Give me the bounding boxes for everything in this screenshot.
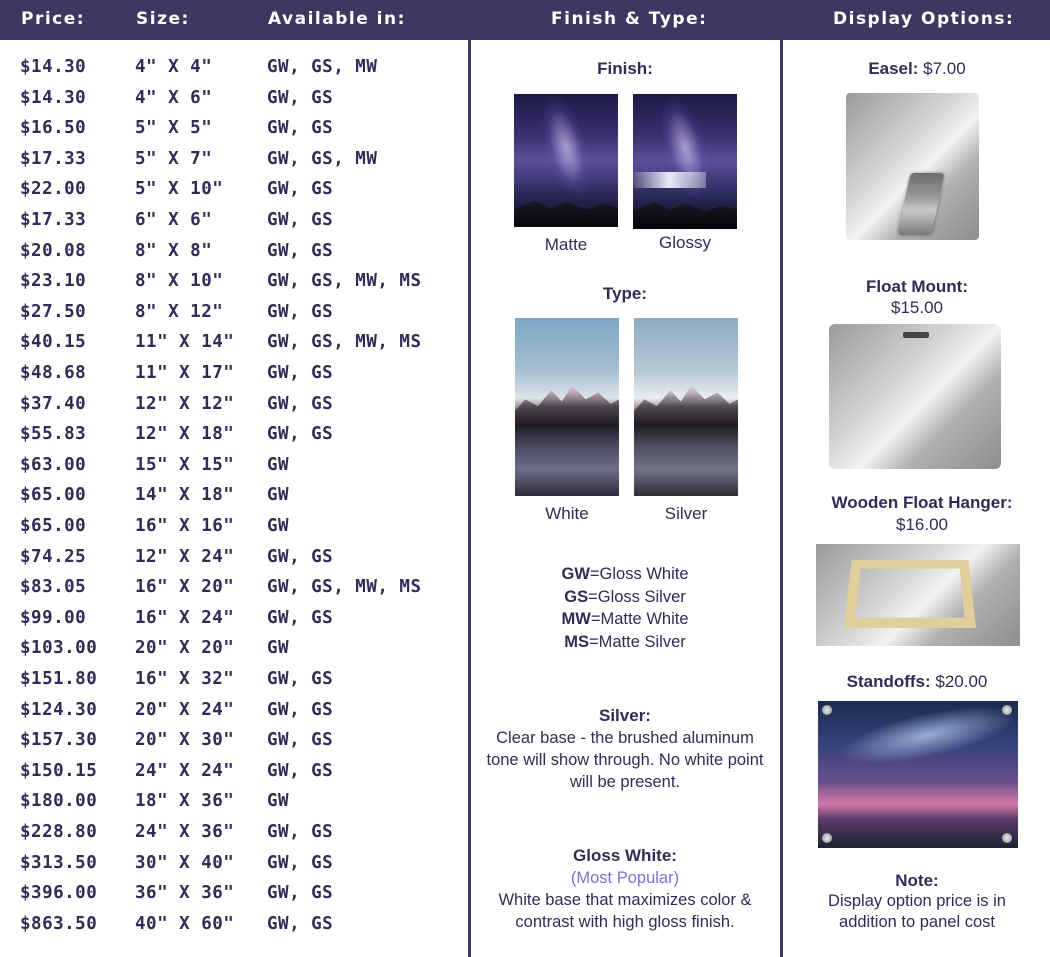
available-cell: GW (267, 485, 290, 506)
price-cell: $63.00 (20, 454, 87, 475)
price-cell: $83.05 (20, 577, 87, 598)
legend-item: GS=Gloss Silver (564, 587, 686, 606)
size-cell: 5" X 5" (135, 118, 213, 139)
size-cell: 24" X 24" (135, 760, 235, 781)
size-cell: 18" X 36" (135, 791, 235, 812)
easel-image (846, 93, 979, 240)
price-cell: $157.30 (20, 730, 98, 751)
size-cell: 24" X 36" (135, 822, 235, 842)
available-cell: GW (267, 791, 290, 812)
size-cell: 8" X 8" (135, 240, 213, 261)
size-cell: 20" X 30" (135, 730, 235, 751)
silver-label: Silver (664, 504, 708, 523)
price-cell: $37.40 (20, 393, 87, 414)
available-cell: GW, GS (267, 822, 334, 842)
size-cell: 4" X 4" (135, 57, 213, 77)
available-cell: GW, GS (267, 87, 334, 108)
size-cell: 36" X 36" (135, 883, 235, 904)
size-cell: 20" X 20" (135, 638, 235, 659)
size-cell: 8" X 10" (135, 271, 224, 292)
finish-heading: Finish: (597, 59, 653, 78)
price-cell: $22.00 (20, 179, 87, 200)
available-cell: GW, GS (267, 852, 334, 873)
legend-item: MS=Matte Silver (564, 632, 686, 651)
size-cell: 12" X 18" (135, 424, 235, 445)
price-cell: $65.00 (20, 485, 87, 506)
note-title: Note: (895, 871, 939, 890)
size-header: Size: (136, 9, 190, 29)
available-cell: GW, GS, MW, MS (267, 271, 422, 292)
standoffs-image (818, 701, 1018, 848)
silver-note-body: Clear base - the brushed aluminum tone will show through. No white point will be present. (486, 729, 764, 791)
available-cell: GW, GS (267, 118, 334, 139)
price-cell: $48.68 (20, 363, 87, 383)
price-cell: $23.10 (20, 271, 87, 292)
glossy-sample-image (633, 94, 737, 229)
price-cell: $103.00 (20, 638, 98, 659)
wooden-float-hanger-image (816, 544, 1020, 646)
size-cell: 5" X 7" (135, 148, 213, 169)
available-cell: GW, GS (267, 883, 334, 904)
price-cell: $228.80 (20, 822, 98, 842)
available-cell: GW (267, 454, 290, 475)
available-cell: GW, GS (267, 913, 334, 934)
size-cell: 16" X 32" (135, 669, 235, 689)
price-cell: $14.30 (20, 87, 87, 108)
available-cell: GW, GS (267, 363, 334, 383)
silver-note-title: Silver: (599, 706, 651, 725)
silver-type-image (634, 318, 738, 496)
price-header: Price: (21, 9, 86, 29)
size-cell: 8" X 12" (135, 301, 224, 322)
most-popular-label: (Most Popular) (570, 869, 680, 887)
size-cell: 16" X 20" (135, 577, 235, 598)
available-cell: GW, GS (267, 760, 334, 781)
price-cell: $17.33 (20, 148, 87, 169)
float-mount-price: $15.00 (891, 298, 943, 317)
matte-sample-image (514, 94, 618, 227)
size-cell: 5" X 10" (135, 179, 224, 200)
glossy-label: Glossy (659, 233, 711, 252)
size-cell: 16" X 24" (135, 607, 235, 628)
available-cell: GW, GS (267, 179, 334, 200)
available-cell: GW (267, 516, 290, 536)
available-cell: GW, GS (267, 210, 334, 230)
price-cell: $99.00 (20, 607, 87, 628)
price-cell: $65.00 (20, 516, 87, 536)
available-cell: GW, GS (267, 240, 334, 261)
column-divider (780, 40, 783, 957)
size-cell: 11" X 17" (135, 363, 235, 383)
price-cell: $40.15 (20, 332, 87, 353)
wooden-float-hanger-label: Wooden Float Hanger: (831, 493, 1013, 512)
available-cell: GW (267, 638, 290, 659)
note-body: Display option price is in addition to panel cost (828, 892, 1006, 931)
matte-label: Matte (544, 235, 588, 254)
finish-type-header: Finish & Type: (551, 9, 708, 29)
gloss-white-title: Gloss White: (573, 846, 677, 865)
price-cell: $16.50 (20, 118, 87, 139)
available-cell: GW, GS (267, 607, 334, 628)
price-cell: $150.15 (20, 760, 98, 781)
easel-option: Easel: $7.00 (868, 59, 966, 78)
price-cell: $313.50 (20, 852, 98, 873)
available-cell: GW, GS, MW (267, 148, 378, 169)
size-cell: 12" X 12" (135, 393, 235, 414)
size-cell: 14" X 18" (135, 485, 235, 506)
available-header: Available in: (268, 9, 406, 29)
display-options-header: Display Options: (833, 9, 1015, 29)
float-mount-image (829, 324, 1001, 469)
wooden-float-hanger-price: $16.00 (896, 515, 948, 534)
size-cell: 4" X 6" (135, 87, 213, 108)
size-cell: 12" X 24" (135, 546, 235, 567)
size-cell: 30" X 40" (135, 852, 235, 873)
available-cell: GW, GS, MW (267, 57, 378, 77)
price-cell: $151.80 (20, 669, 98, 689)
type-heading: Type: (602, 284, 648, 303)
available-cell: GW, GS (267, 669, 334, 689)
legend-item: GW=Gloss White (561, 565, 689, 583)
price-cell: $180.00 (20, 791, 98, 812)
size-cell: 6" X 6" (135, 210, 213, 230)
float-mount-label: Float Mount: (866, 277, 968, 296)
available-cell: GW, GS (267, 730, 334, 751)
available-cell: GW, GS (267, 699, 334, 720)
price-cell: $396.00 (20, 883, 98, 904)
header-bar (0, 0, 1050, 40)
size-cell: 40" X 60" (135, 913, 235, 934)
finish-legend (472, 563, 778, 653)
white-label: White (545, 504, 589, 523)
column-divider (468, 40, 471, 957)
available-cell: GW, GS (267, 424, 334, 445)
price-cell: $20.08 (20, 240, 87, 261)
available-cell: GW, GS (267, 393, 334, 414)
available-cell: GW, GS, MW, MS (267, 577, 422, 598)
size-cell: 20" X 24" (135, 699, 235, 720)
white-type-image (515, 318, 619, 496)
standoffs-option: Standoffs: $20.00 (846, 672, 988, 691)
size-cell: 15" X 15" (135, 454, 235, 475)
gloss-white-body: White base that maximizes color & contrast with high gloss finish. (498, 891, 752, 931)
price-cell: $124.30 (20, 699, 98, 720)
size-cell: 16" X 16" (135, 516, 235, 536)
legend-item: MW=Matte White (561, 610, 689, 628)
available-cell: GW, GS (267, 301, 334, 322)
price-cell: $17.33 (20, 210, 87, 230)
price-cell: $14.30 (20, 57, 87, 77)
size-cell: 11" X 14" (135, 332, 235, 353)
price-cell: $55.83 (20, 424, 87, 445)
price-cell: $74.25 (20, 546, 87, 567)
price-cell: $27.50 (20, 301, 87, 322)
price-cell: $863.50 (20, 913, 98, 934)
available-cell: GW, GS (267, 546, 334, 567)
available-cell: GW, GS, MW, MS (267, 332, 422, 353)
